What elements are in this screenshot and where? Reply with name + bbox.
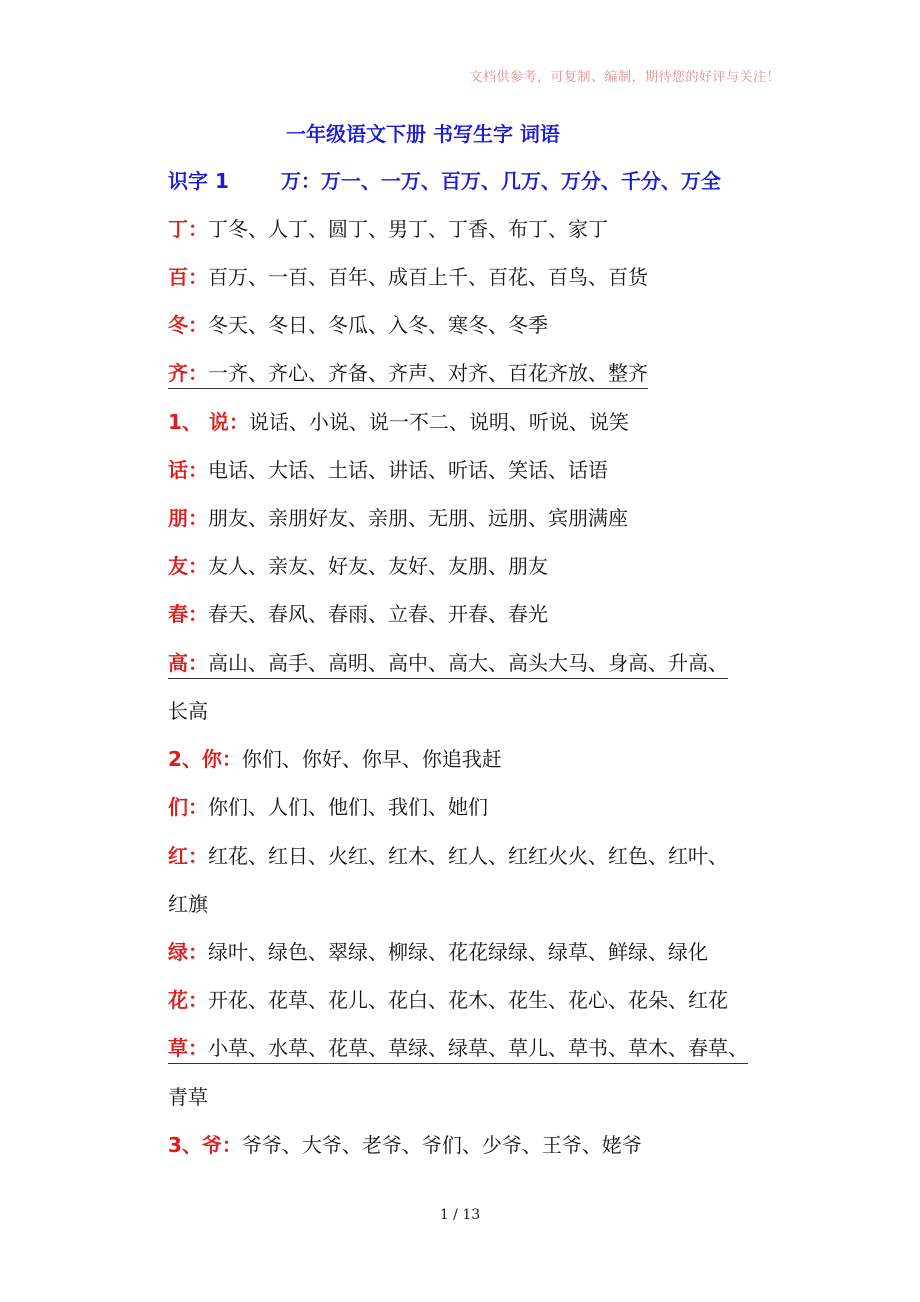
vocab-line	[168, 358, 648, 389]
vocab-words: 高山、高手、高明、高中、高大、高头大马、身高、升高、	[208, 651, 728, 675]
vocab-line	[168, 1130, 642, 1160]
vocab-character: 话：	[168, 458, 208, 482]
vocab-line	[168, 985, 728, 1015]
vocab-character: 万：	[280, 169, 321, 193]
vocab-words: 说话、小说、说一不二、说明、听说、说笑	[248, 410, 629, 434]
vocab-words: 绿叶、绿色、翠绿、柳绿、花花绿绿、绿草、鲜绿、绿化	[208, 940, 708, 964]
vocab-words: 冬天、冬日、冬瓜、入冬、寒冬、冬季	[208, 313, 548, 337]
vocab-character: 百：	[168, 265, 208, 289]
vocab-words: 爷爷、大爷、老爷、爷们、少爷、王爷、姥爷	[241, 1133, 642, 1157]
vocab-character: 冬：	[168, 313, 208, 337]
vocab-words: 一齐、齐心、齐备、齐声、对齐、百花齐放、整齐	[208, 361, 648, 385]
vocab-words: 开花、花草、花儿、花白、花木、花生、花心、花朵、红花	[208, 988, 728, 1012]
vocab-words: 友人、亲友、好友、友好、友朋、朋友	[208, 554, 548, 578]
vocab-words: 百万、一百、百年、成百上千、百花、百鸟、百货	[208, 265, 648, 289]
vocab-character: 春：	[168, 602, 208, 626]
vocab-character: 红：	[168, 844, 208, 868]
vocab-line-continuation	[168, 1082, 208, 1112]
vocab-character: 友：	[168, 554, 208, 578]
vocab-line	[168, 744, 502, 774]
vocab-words: 红旗	[168, 892, 208, 916]
vocab-words: 春天、春风、春雨、立春、开春、春光	[208, 602, 548, 626]
vocab-words: 你们、人们、他们、我们、她们	[208, 795, 488, 819]
vocab-character: 绿：	[168, 940, 208, 964]
vocab-line	[168, 937, 708, 967]
vocab-words: 你们、你好、你早、你追我赶	[241, 747, 502, 771]
vocab-line	[168, 214, 608, 244]
vocab-line	[168, 841, 728, 871]
vocab-words: 长高	[168, 699, 208, 723]
vocab-words: 丁冬、人丁、圆丁、男丁、丁香、布丁、家丁	[208, 217, 608, 241]
vocab-words: 红花、红日、火红、红木、红人、红红火火、红色、红叶、	[208, 844, 728, 868]
vocab-character: 3、爷：	[168, 1133, 242, 1157]
vocab-words: 电话、大话、土话、讲话、听话、笑话、话语	[208, 458, 608, 482]
vocab-character: 1、 说：	[168, 410, 249, 434]
vocab-character: 朋：	[168, 506, 208, 530]
vocab-line	[168, 310, 548, 340]
vocab-line	[168, 648, 728, 679]
section-label: 识字 1	[168, 169, 229, 193]
vocab-character: 齐：	[168, 361, 208, 385]
document-header-notice: 文档供参考，可复制、编制，期待您的好评与关注！	[469, 70, 780, 85]
vocab-words: 小草、水草、花草、草绿、绿草、草儿、草书、草木、春草、	[208, 1036, 748, 1060]
vocab-line	[168, 262, 648, 292]
vocab-words: 万一、一万、百万、几万、万分、千分、万全	[320, 169, 721, 193]
vocab-line	[168, 551, 548, 581]
vocab-line	[168, 503, 628, 533]
vocab-words: 朋友、亲朋好友、亲朋、无朋、远朋、宾朋满座	[208, 506, 628, 530]
vocab-character: 2、你：	[168, 747, 242, 771]
vocab-words: 青草	[168, 1085, 208, 1109]
vocab-line	[168, 1033, 748, 1064]
vocab-character: 花：	[168, 988, 208, 1012]
vocab-line	[168, 166, 721, 196]
vocab-character: 丁：	[168, 217, 208, 241]
page-title: 一年级语文下册 书写生字 词语	[286, 122, 560, 146]
vocab-line-continuation	[168, 696, 208, 726]
page-number: 1 / 13	[439, 1207, 481, 1223]
vocab-line	[168, 407, 629, 437]
vocab-line-continuation	[168, 889, 208, 919]
vocab-line	[168, 455, 608, 485]
vocab-line	[168, 599, 548, 629]
vocab-character: 草：	[168, 1036, 208, 1060]
vocab-character: 高：	[168, 651, 208, 675]
vocab-line	[168, 792, 488, 822]
vocab-character: 们：	[168, 795, 208, 819]
